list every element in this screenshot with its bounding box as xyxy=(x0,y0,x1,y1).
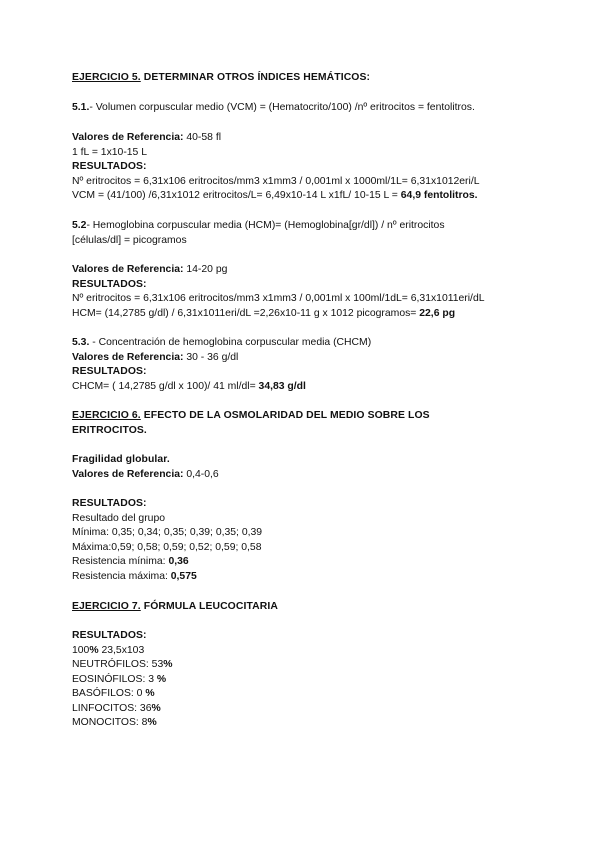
minimum-values: Mínima: 0,35; 0,34; 0,35; 0,39; 0,35; 0,39 xyxy=(72,527,263,538)
section-5-2-block xyxy=(72,219,572,248)
resistance-max-value: 0,575 xyxy=(170,570,197,582)
section-5-2-heading xyxy=(72,219,572,234)
item-label: NEUTRÓFILOS: 53 xyxy=(72,659,164,670)
ref-label: Valores de Referencia: xyxy=(72,132,184,143)
results-label-5-1: RESULTADOS: xyxy=(72,161,147,172)
result-line-5-2-b xyxy=(72,307,572,322)
result-line-5-3 xyxy=(72,380,572,395)
section-5-3-number: 5.3. xyxy=(72,337,90,348)
ex5-title-text: DETERMINAR OTROS ÍNDICES HEMÁTICOS: xyxy=(140,72,371,83)
result-value: 22,6 pg xyxy=(419,307,456,319)
results-label-5-3: RESULTADOS: xyxy=(72,366,147,377)
total-percent-sign: % xyxy=(89,644,99,656)
ref-values-5-3 xyxy=(72,351,572,366)
resistance-min-label: Resistencia mínima: xyxy=(72,556,169,567)
ex6-title xyxy=(72,409,572,438)
leukocyte-item-neutrophils xyxy=(72,658,572,673)
section-5-1-heading xyxy=(72,101,572,116)
ex7-results xyxy=(72,629,572,731)
leukocyte-item-lymphocytes xyxy=(72,702,572,717)
ref-values-5-2 xyxy=(72,263,572,278)
ex5-title xyxy=(72,71,572,86)
total-percent-number: 100 xyxy=(72,644,90,656)
ref-label: Valores de Referencia: xyxy=(72,351,184,363)
leukocyte-item-eosinophils xyxy=(72,673,572,688)
ref-value: 0,4-0,6 xyxy=(183,468,219,480)
ex6-subtitle: Fragilidad globular. xyxy=(72,454,170,465)
item-label: MONOCITOS: 8 xyxy=(72,717,148,728)
section-5-2-text-cont: [células/dl] = picogramos xyxy=(72,234,187,246)
resistance-max-label: Resistencia máxima: xyxy=(72,570,171,582)
resistance-min xyxy=(72,555,572,570)
result-expression: HCM= (14,2785 g/dl) / 6,31x1011eri/dL =2,26x10-11 g x 1012 picogramos= xyxy=(72,307,420,319)
section-5-2-text: - Hemoglobina corpuscular media (HCM)= (Hemoglobina[gr/dl]) / nº eritrocitos xyxy=(86,220,445,231)
ex5-title-number: EJERCICIO 5. xyxy=(72,72,141,83)
result-expression: CHCM= ( 14,2785 g/dl x 100)/ 41 ml/dl= xyxy=(72,380,259,392)
group-result-label: Resultado del grupo xyxy=(72,512,166,524)
conversion-line: 1 fL = 1x10-15 L xyxy=(72,146,148,158)
item-percent-sign: % xyxy=(151,702,161,714)
section-5-2-number: 5.2 xyxy=(72,220,87,231)
section-5-2-results xyxy=(72,263,572,321)
resistance-min-value: 0,36 xyxy=(168,556,189,567)
item-percent-sign: % xyxy=(147,717,157,728)
maximum-values: Máxima:0,59; 0,58; 0,59; 0,52; 0,59; 0,58 xyxy=(72,541,262,553)
ex6-intro xyxy=(72,453,572,482)
result-line-5-2-a: Nº eritrocitos = 6,31x106 eritrocitos/mm3 x1mm3 / 0,001ml x 100ml/1dL= 6,31x1011eri/dL xyxy=(72,293,485,304)
result-value: 64,9 fentolitros. xyxy=(400,190,478,201)
ref-label: Valores de Referencia: xyxy=(72,468,184,480)
ex7-title xyxy=(72,600,572,615)
results-label-5-2: RESULTADOS: xyxy=(72,278,147,290)
ex7-title-text: FÓRMULA LEUCOCITARIA xyxy=(140,601,278,612)
ex7-title-number: EJERCICIO 7. xyxy=(72,601,141,612)
ref-label: Valores de Referencia: xyxy=(72,264,184,275)
resistance-max xyxy=(72,570,572,585)
item-label: LINFOCITOS: 36 xyxy=(72,702,152,714)
ref-values-6 xyxy=(72,468,572,483)
ex6-title-line-2: ERITROCITOS. xyxy=(72,424,147,436)
result-line-5-1-a: Nº eritrocitos = 6,31x106 eritrocitos/mm3 x1mm3 / 0,001ml x 1000ml/1L= 6,31x1012eri/L xyxy=(72,175,480,187)
leukocyte-total xyxy=(72,644,572,659)
section-5-3-block xyxy=(72,336,572,394)
ex6-title-number: EJERCICIO 6. xyxy=(72,410,141,421)
ref-value: 30 - 36 g/dl xyxy=(183,351,239,363)
ref-value: 14-20 pg xyxy=(183,264,228,275)
ex6-results xyxy=(72,497,572,584)
ref-values-5-1 xyxy=(72,131,572,146)
section-5-3-text: - Concentración de hemoglobina corpuscular media (CHCM) xyxy=(89,337,372,348)
results-label-7: RESULTADOS: xyxy=(72,630,147,641)
item-percent-sign: % xyxy=(163,659,173,670)
section-5-3-heading xyxy=(72,336,572,351)
results-label-6: RESULTADOS: xyxy=(72,498,147,509)
result-line-5-1-b xyxy=(72,189,572,204)
item-label: EOSINÓFILOS: 3 xyxy=(72,673,157,685)
ref-value: 40-58 fl xyxy=(183,132,222,143)
section-5-1-text: - Volumen corpuscular medio (VCM) = (Hematocrito/100) /nº eritrocitos = fentolitros. xyxy=(89,102,475,113)
ex6-title-text: EFECTO DE LA OSMOLARIDAD DEL MEDIO SOBRE LOS xyxy=(140,410,430,421)
result-value: 34,83 g/dl xyxy=(258,380,306,392)
item-label: BASÓFILOS: 0 xyxy=(72,688,146,699)
section-5-1-number: 5.1. xyxy=(72,102,90,113)
leukocyte-item-monocytes xyxy=(72,716,572,731)
item-percent-sign: % xyxy=(156,673,167,685)
section-5-1-block xyxy=(72,131,572,204)
ex6-title-line-1 xyxy=(72,409,572,424)
leukocyte-item-basophils xyxy=(72,687,572,702)
result-expression: VCM = (41/100) /6,31x1012 eritrocitos/L= 6,49x10-14 L x1fL/ 10-15 L = xyxy=(72,190,401,201)
item-percent-sign: % xyxy=(145,688,155,699)
total-count: 23,5x103 xyxy=(98,644,145,656)
